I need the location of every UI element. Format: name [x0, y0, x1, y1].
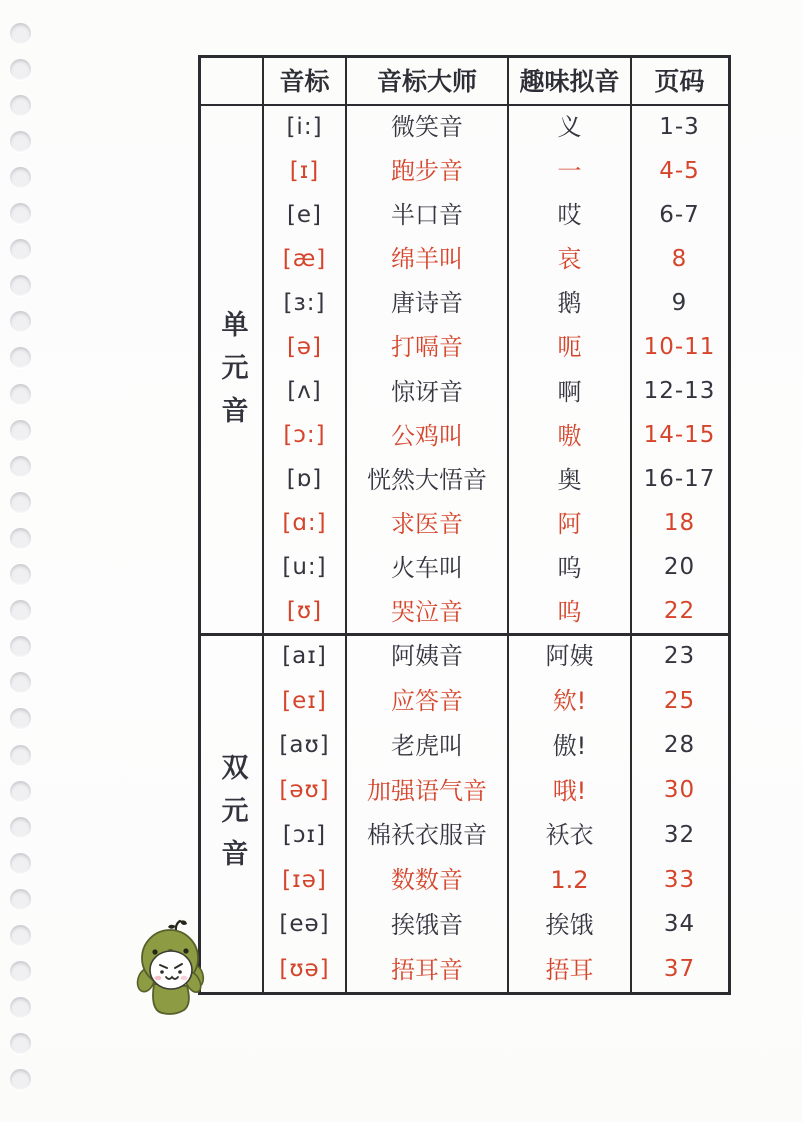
cell-page: 8 — [671, 245, 688, 272]
cell-page: 22 — [663, 598, 696, 625]
cell-symbol: [ɪə] — [282, 866, 327, 893]
binder-hole — [10, 95, 31, 116]
binder-hole — [10, 889, 31, 910]
cell-sound: 啊 — [557, 377, 582, 406]
cell-symbol: [æ] — [282, 245, 327, 272]
binder-hole — [10, 311, 31, 332]
cell-master: 老虎叫 — [391, 731, 463, 760]
cell-master: 棉袄衣服音 — [367, 821, 487, 850]
cell-page: 34 — [663, 911, 696, 938]
cell-symbol: [u:] — [282, 554, 327, 581]
cell-sound: 奥 — [557, 465, 582, 494]
cell-symbol: [aʊ] — [279, 732, 330, 759]
binder-hole — [10, 997, 31, 1018]
phonics-table — [198, 55, 731, 995]
binder-hole — [10, 781, 31, 802]
binder-hole — [10, 59, 31, 80]
binder-hole — [10, 1033, 31, 1054]
cell-symbol: [ɔɪ] — [282, 821, 327, 848]
binder-hole — [10, 167, 31, 188]
binder-hole — [10, 925, 31, 946]
binder-hole — [10, 23, 31, 44]
cell-master: 挨饿音 — [391, 910, 463, 939]
cell-page: 25 — [663, 687, 696, 714]
binder-hole — [10, 456, 31, 477]
cell-sound: 捂耳 — [545, 955, 594, 984]
cell-sound: 一 — [557, 157, 582, 186]
binder-hole — [10, 817, 31, 838]
binder-hole — [10, 347, 31, 368]
binder-hole — [10, 203, 31, 224]
cell-symbol: [ɑ:] — [282, 510, 327, 537]
binder-hole — [10, 745, 31, 766]
cell-page: 6-7 — [659, 201, 700, 228]
cell-master: 哭泣音 — [391, 597, 463, 626]
cell-symbol: [ə] — [286, 333, 323, 360]
cell-sound: 嗷 — [557, 421, 582, 450]
cell-sound: 阿姨 — [545, 642, 594, 671]
binder-hole — [10, 528, 31, 549]
binder-hole — [10, 239, 31, 260]
cell-symbol: [eə] — [279, 911, 330, 938]
cell-symbol: [eɪ] — [282, 687, 327, 714]
binder-hole — [10, 708, 31, 729]
cell-sound: 呜 — [557, 597, 582, 626]
cell-sound: 义 — [557, 113, 582, 142]
cell-page: 32 — [663, 821, 696, 848]
cell-symbol: [ɒ] — [286, 466, 323, 493]
cell-sound: 呃 — [557, 333, 582, 362]
cell-sound: 欸! — [552, 687, 587, 716]
binder-hole — [10, 600, 31, 621]
cell-page: 30 — [663, 777, 696, 804]
cell-master: 跑步音 — [391, 157, 463, 186]
cell-symbol: [i:] — [286, 113, 323, 140]
cell-sound: 阿 — [557, 509, 582, 538]
cell-symbol: [ʊ] — [286, 598, 323, 625]
cell-sound: 哀 — [557, 245, 582, 274]
column-header-master: 音标大师 — [376, 67, 477, 96]
binder-hole — [10, 131, 31, 152]
cell-symbol: [ʌ] — [287, 378, 322, 404]
binder-hole — [10, 636, 31, 657]
cell-master: 求医音 — [391, 509, 463, 538]
cell-page: 14-15 — [643, 422, 716, 449]
cell-master: 应答音 — [391, 687, 463, 716]
cell-symbol: [ʊə] — [279, 956, 330, 983]
cell-master: 绵羊叫 — [391, 245, 463, 274]
binder-hole — [10, 853, 31, 874]
cell-sound: 1.2 — [550, 866, 589, 895]
cell-page: 33 — [663, 866, 696, 893]
cell-page: 10-11 — [643, 333, 716, 360]
cell-page: 20 — [663, 554, 696, 581]
cell-page: 1-3 — [659, 113, 700, 140]
binder-hole — [10, 961, 31, 982]
cell-master: 数数音 — [391, 866, 463, 895]
cell-symbol: [e] — [286, 201, 323, 228]
binder-hole — [10, 384, 31, 405]
cell-master: 捂耳音 — [391, 955, 463, 984]
cell-master: 惊讶音 — [391, 377, 463, 406]
cell-page: 18 — [663, 510, 696, 537]
cell-sound: 袄衣 — [545, 821, 594, 850]
binder-hole — [10, 275, 31, 296]
cell-page: 23 — [663, 642, 696, 669]
cell-master: 半口音 — [391, 201, 463, 230]
column-header-sound: 趣味拟音 — [519, 67, 620, 96]
group-label-monophthongs: 单元音 — [216, 309, 248, 439]
cell-symbol: [ɪ] — [289, 157, 320, 184]
cell-master: 加强语气音 — [367, 776, 487, 805]
cell-page: 16-17 — [643, 466, 716, 493]
cell-master: 微笑音 — [391, 113, 463, 142]
cell-sound: 挨饿 — [545, 910, 594, 939]
cell-symbol: [aɪ] — [282, 642, 327, 669]
binder-hole — [10, 420, 31, 441]
cell-page: 4-5 — [659, 157, 700, 184]
cell-master: 公鸡叫 — [391, 421, 463, 450]
cell-symbol: [ɜ:] — [283, 289, 326, 316]
cell-sound: 呜 — [557, 553, 582, 582]
mascot-illustration — [130, 918, 212, 1018]
cell-sound: 傲! — [552, 731, 587, 760]
cell-page: 28 — [663, 732, 696, 759]
cell-master: 恍然大悟音 — [367, 465, 487, 494]
cell-master: 唐诗音 — [391, 289, 463, 318]
cell-master: 火车叫 — [391, 553, 463, 582]
cell-sound: 哦! — [552, 776, 587, 805]
binder-hole — [10, 564, 31, 585]
cell-master: 阿姨音 — [391, 642, 463, 671]
binder-hole — [10, 672, 31, 693]
binder-hole — [10, 492, 31, 513]
cell-sound: 鹅 — [557, 289, 582, 318]
cell-page: 37 — [663, 956, 696, 983]
binder-hole — [10, 1069, 31, 1090]
cell-master: 打嗝音 — [391, 333, 463, 362]
cell-symbol: [əʊ] — [279, 777, 330, 804]
column-header-page: 页码 — [654, 67, 705, 96]
cell-sound: 哎 — [557, 201, 582, 230]
column-header-symbol: 音标 — [279, 67, 330, 96]
mascot-face — [150, 951, 192, 989]
cell-symbol: [ɔ:] — [283, 422, 326, 449]
cell-page: 9 — [671, 289, 688, 316]
cell-page: 12-13 — [643, 378, 716, 404]
group-label-diphthongs: 双元音 — [216, 753, 248, 883]
